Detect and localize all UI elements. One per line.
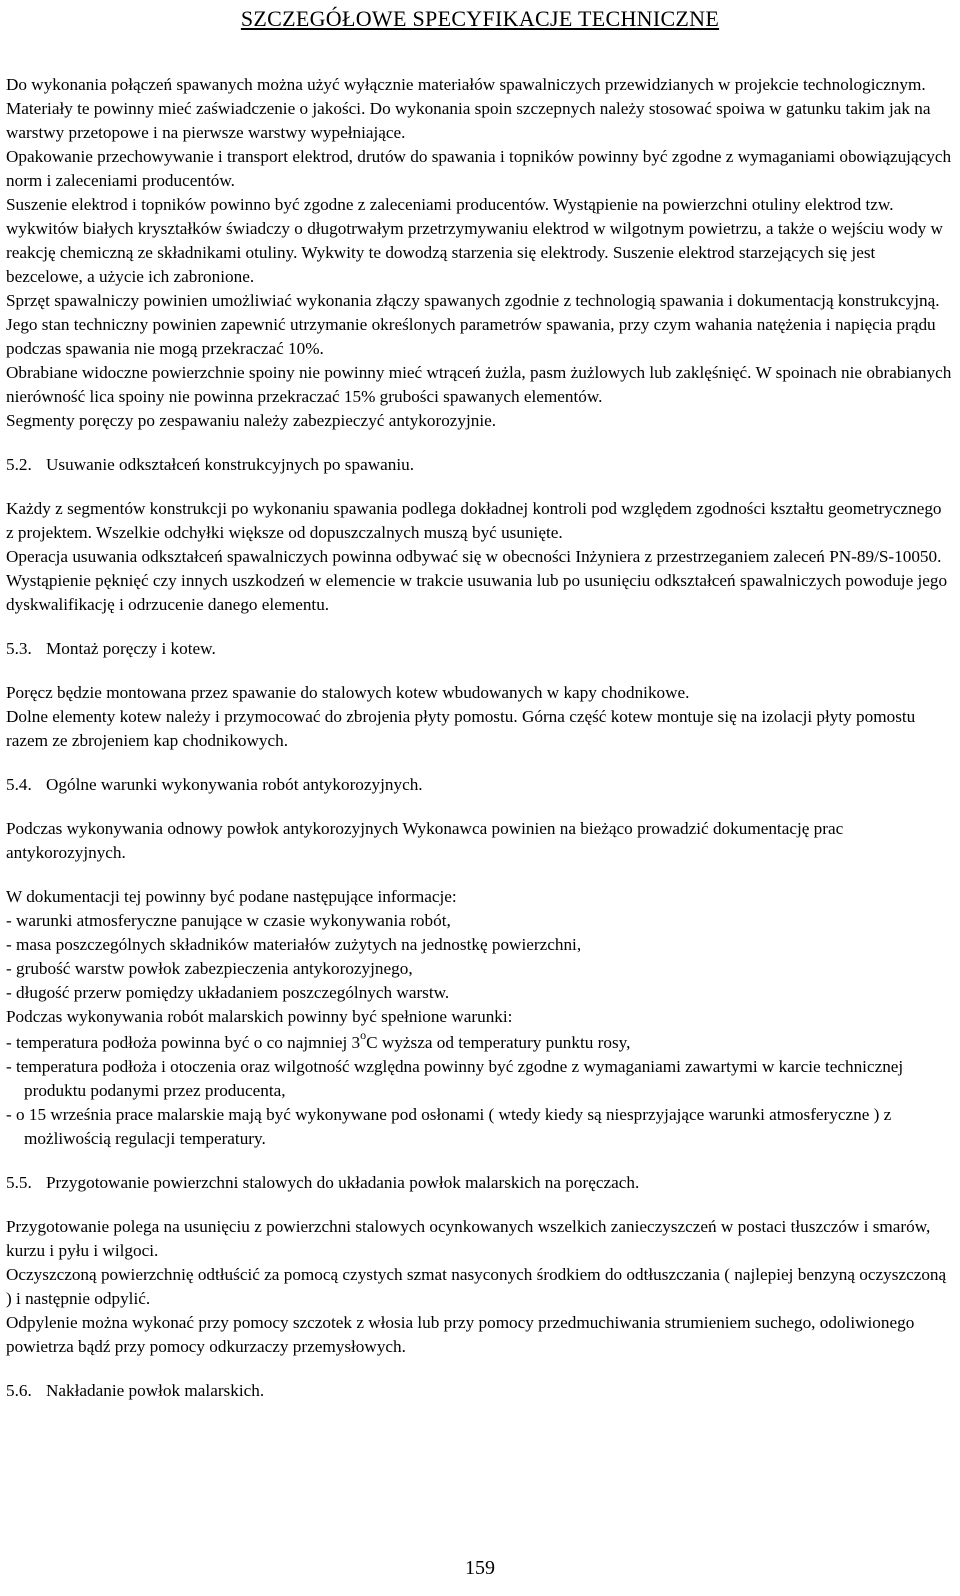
list-item: - temperatura podłoża i otoczenia oraz wilgotność względna powinny być zgodne z wymaganiami zawartymi w karcie technicznej produktu podanymi przez producenta, [6,1057,904,1100]
list-intro: Podczas wykonywania robót malarskich powinny być spełnione warunki: [6,1007,513,1026]
paragraph: Każdy z segmentów konstrukcji po wykonaniu spawania podlega dokładnej kontroli pod względem zgodności kształtu geometrycznego z projektem. Wszelkie odchyłki większe od dopuszczalnych muszą być usunięte. [6,499,942,542]
section-number: 5.6. [6,1381,32,1400]
section-title: Nakładanie powłok malarskich. [46,1381,265,1400]
section-heading-5-3 [6,637,952,661]
paragraph: Do wykonania połączeń spawanych można użyć wyłącznie materiałów spawalniczych przewidzianych w projekcie technologicznym. Materiały te powinny mieć zaświadczenie o jakości. Do wykonania spoin szczepnych należy stosować spoiwa w gatunku takim jak na warstwy przetopowe i na pierwsze warstwy wypełniające. [6,75,931,142]
page-number: 159 [465,1557,495,1579]
section-number: 5.3. [6,639,32,658]
section-title: Usuwanie odkształceń konstrukcyjnych po spawaniu. [46,455,415,474]
section-title: Montaż poręczy i kotew. [46,639,216,658]
section-heading-5-6 [6,1379,952,1403]
list-item: - o 15 września prace malarskie mają być wykonywane pod osłonami ( wtedy kiedy są niesprzyjające warunki atmosferyczne ) z możliwością regulacji temperatury. [6,1105,892,1148]
section-heading-5-2 [6,453,952,477]
section-number: 5.2. [6,455,32,474]
section-number: 5.4. [6,775,32,794]
paragraph: Segmenty poręczy po zespawaniu należy zabezpieczyć antykorozyjnie. [6,411,497,430]
paragraph: Dolne elementy kotew należy i przymocować do zbrojenia płyty pomostu. Górna część kotew montuje się na izolacji płyty pomostu razem ze zbrojeniem kap chodnikowych. [6,707,916,750]
section-title: Przygotowanie powierzchni stalowych do układania powłok malarskich na poręczach. [46,1173,640,1192]
paragraph: Opakowanie przechowywanie i transport elektrod, drutów do spawania i topników powinny być zgodne z wymaganiami obowiązujących norm i zaleceniami producentów. [6,147,952,190]
list-intro: W dokumentacji tej powinny być podane następujące informacje: [6,887,457,906]
list-item: - długość przerw pomiędzy układaniem poszczególnych warstw. [6,983,450,1002]
section-number: 5.5. [6,1173,32,1192]
paragraph: Obrabiane widoczne powierzchnie spoiny nie powinny mieć wtrąceń żużla, pasm żużlowych lub zaklęśnięć. W spoinach nie obrabianych nierówność lica spoiny nie powinna przekraczać 15% grubości spawanych elementów. [6,363,952,406]
page-title: SZCZEGÓŁOWE SPECYFIKACJE TECHNICZNE [240,6,720,31]
paragraph: Operacja usuwania odkształceń spawalniczych powinna odbywać się w obecności Inżyniera z przestrzeganiem zaleceń PN-89/S-10050. [6,547,942,566]
section-heading-5-4 [6,773,952,797]
list-item: - grubość warstw powłok zabezpieczenia antykorozyjnego, [6,959,413,978]
paragraph: Wystąpienie pęknięć czy innych uszkodzeń w elemencie w trakcie usuwania lub po usunięciu odkształceń spawalniczych powoduje jego dyskwalifikację i odrzucenie danego elementu. [6,571,948,614]
paragraph: Podczas wykonywania odnowy powłok antykorozyjnych Wykonawca powinien na bieżąco prowadzić dokumentację prac antykorozyjnych. [6,819,844,862]
document-body [6,73,952,1403]
list-item: - temperatura podłoża powinna być o co najmniej 3$^o$C wyższa od temperatury punktu rosy, [6,1028,631,1052]
paragraph: Sprzęt spawalniczy powinien umożliwiać wykonania złączy spawanych zgodnie z technologią spawania i dokumentacją konstrukcyjną. Jego stan techniczny powinien zapewnić utrzymanie określonych parametrów spawania, przy czym wahania natężenia i napięcia prądu podczas spawania nie mogą przekraczać 10%. [6,291,940,358]
section-title: Ogólne warunki wykonywania robót antykorozyjnych. [46,775,423,794]
paragraph: Poręcz będzie montowana przez spawanie do stalowych kotew wbudowanych w kapy chodnikowe. [6,683,690,702]
paragraph: Oczyszczoną powierzchnię odtłuścić za pomocą czystych szmat nasyconych środkiem do odtłuszczania ( najlepiej benzyną oczyszczoną ) i następnie odpylić. [6,1265,947,1308]
paragraph: Odpylenie można wykonać przy pomocy szczotek z włosia lub przy pomocy przedmuchiwania strumieniem suchego, odoliwionego powietrza bądź przy pomocy odkurzaczy przemysłowych. [6,1313,915,1356]
list-item: - masa poszczególnych składników materiałów zużytych na jednostkę powierzchni, [6,935,582,954]
list-item: - warunki atmosferyczne panujące w czasie wykonywania robót, [6,911,451,930]
section-heading-5-5 [6,1171,952,1195]
paragraph: Suszenie elektrod i topników powinno być zgodne z zaleceniami producentów. Wystąpienie na powierzchni otuliny elektrod tzw. wykwitów białych kryształków świadczy o długotrwałym przetrzymywaniu elektrod w wilgotnym powietrzu, a także o wejściu wody w reakcję chemiczną ze składnikami otuliny. Wykwity te dowodzą starzenia się elektrody. Suszenie elektrod starzejących się jest bezcelowe, a użycie ich zabronione. [6,195,943,286]
degree-sup: o [360,1028,367,1043]
paragraph: Przygotowanie polega na usunięciu z powierzchni stalowych ocynkowanych wszelkich zanieczyszczeń w postaci tłuszczów i smarów, kurzu i pyłu i wilgoci. [6,1217,931,1260]
